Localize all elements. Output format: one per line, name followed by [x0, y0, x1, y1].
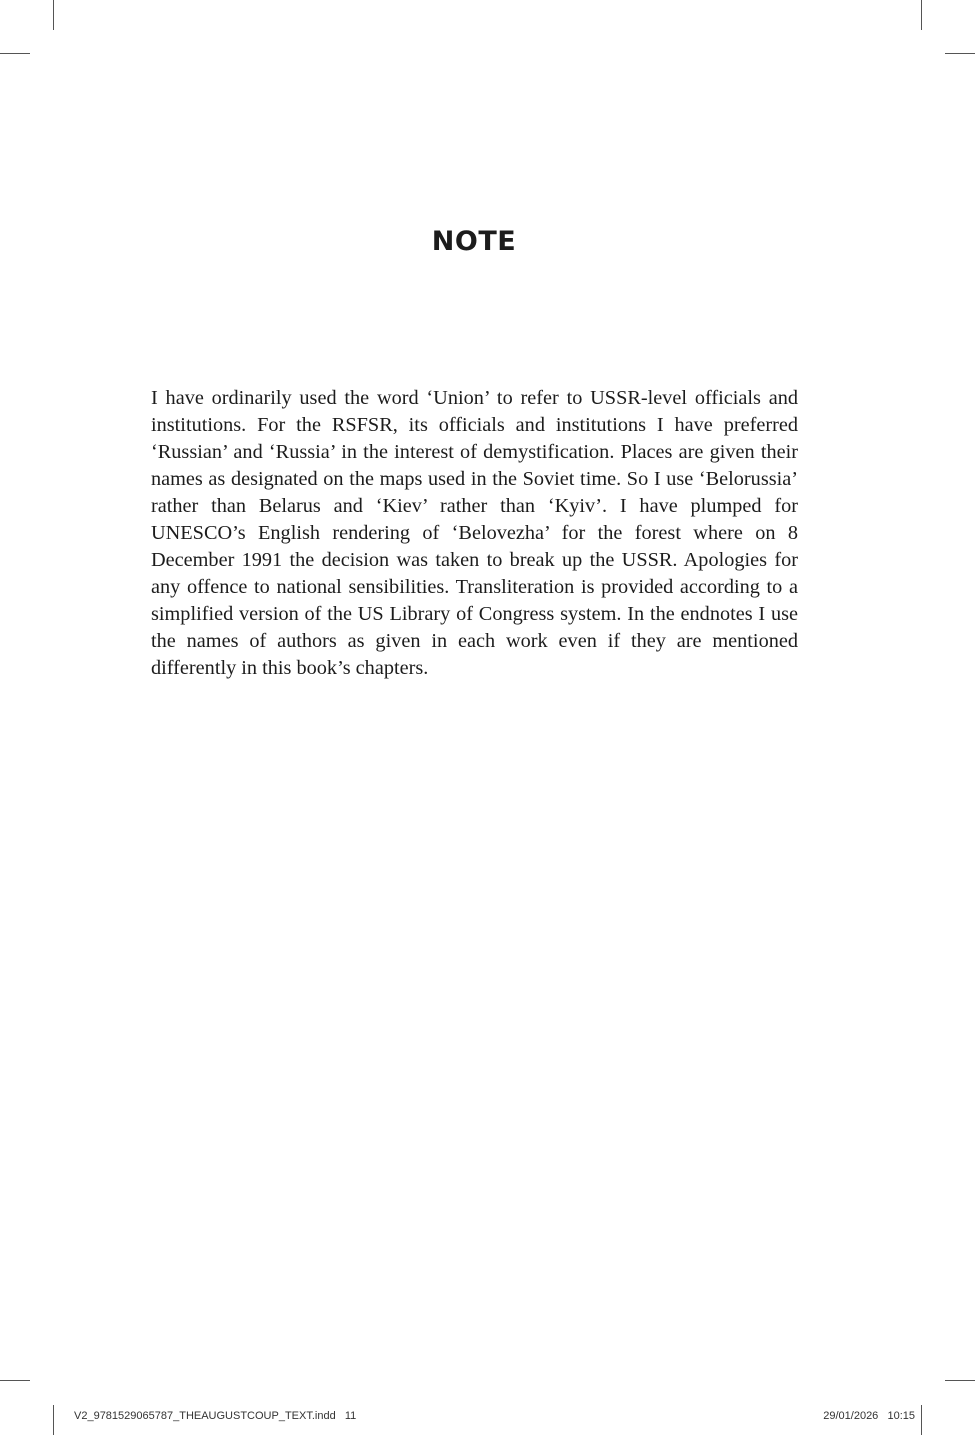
crop-mark-top-right-vertical	[921, 0, 922, 30]
crop-mark-top-right-horizontal	[945, 53, 975, 54]
crop-mark-bottom-left-horizontal	[0, 1380, 30, 1381]
crop-mark-bottom-left-vertical	[53, 1405, 54, 1435]
page-title: NOTE	[431, 226, 517, 257]
note-paragraph: I have ordinarily used the word ‘Union’ to refer to USSR-level officials and institutions. For the RSFSR, its officials and institutions I have preferred ‘Russian’ and ‘Russia’ in the interest of demystification. Places are given their names as designated on the maps used in the Soviet time. So I use ‘Belorussia’ rather than Belarus and ‘Kiev’ rather than ‘Kyiv’. I have plumped for UNESCO’s English rendering of ‘Belovezha’ for the forest where on 8 December 1991 the decision was taken to break up the USSR. Apologies for any offence to national sensibilities. Transliteration is provided according to a simplified version of the US Library of Congress system. In the endnotes I use the names of authors as given in each work even if they are mentioned differently in this book’s chapters.	[151, 387, 798, 679]
crop-mark-top-left-vertical	[53, 0, 54, 30]
crop-mark-top-left-horizontal	[0, 53, 30, 54]
slug-datetime: 29/01/2026 10:15	[823, 1410, 915, 1422]
crop-mark-bottom-right-horizontal	[945, 1380, 975, 1381]
slug-file-name: V2_9781529065787_THEAUGUSTCOUP_TEXT.indd 11	[74, 1410, 357, 1422]
crop-mark-bottom-right-vertical	[921, 1405, 922, 1435]
